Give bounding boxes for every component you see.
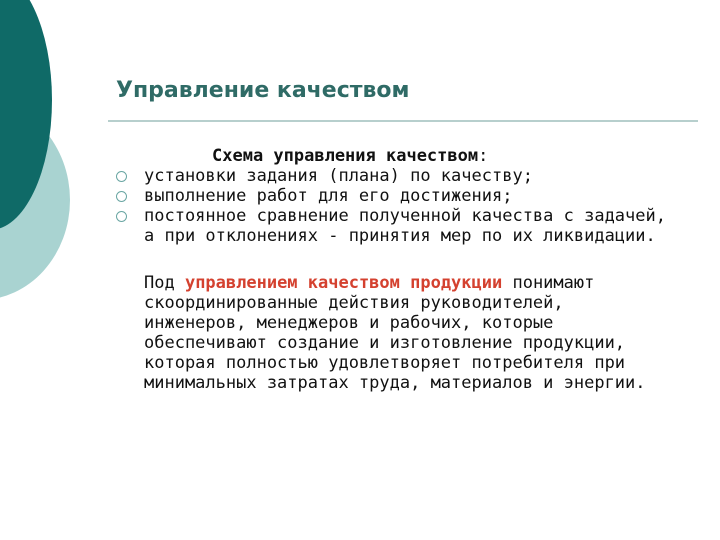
list-item bbox=[112, 186, 672, 206]
paragraph-prefix: Под bbox=[144, 273, 185, 293]
slide-title: Управление качеством bbox=[116, 78, 410, 103]
list-item-text: установки задания (плана) по качеству; bbox=[144, 166, 533, 186]
slide-content bbox=[112, 146, 672, 393]
circle-bullet-icon bbox=[116, 171, 127, 182]
circle-bullet-icon bbox=[116, 211, 127, 222]
title-divider bbox=[108, 120, 698, 122]
paragraph-body: понимают скоординированные действия руководителей, инженеров, менеджеров и рабочих, которые обеспечивают создание и изготовление продукции, которая полностью удовлетворяет потребителя при минимальных затратах труда, материалов и энергии. bbox=[144, 273, 646, 393]
list-item bbox=[112, 166, 672, 186]
paragraph-highlight: управлением качеством продукции bbox=[184, 273, 503, 293]
circle-bullet-icon bbox=[116, 191, 127, 202]
list-item-text: выполнение работ для его достижения; bbox=[144, 186, 513, 206]
scheme-heading-label: Схема управления качеством bbox=[212, 146, 479, 166]
scheme-heading bbox=[112, 146, 672, 166]
scheme-heading-colon: : bbox=[478, 146, 489, 166]
list-item-text: постоянное сравнение полученной качества с задачей, а при отклонениях - принятия мер по их ликвидации. bbox=[144, 206, 666, 246]
bullet-list bbox=[112, 166, 672, 246]
quality-management-paragraph bbox=[112, 273, 672, 393]
list-item bbox=[112, 206, 672, 246]
